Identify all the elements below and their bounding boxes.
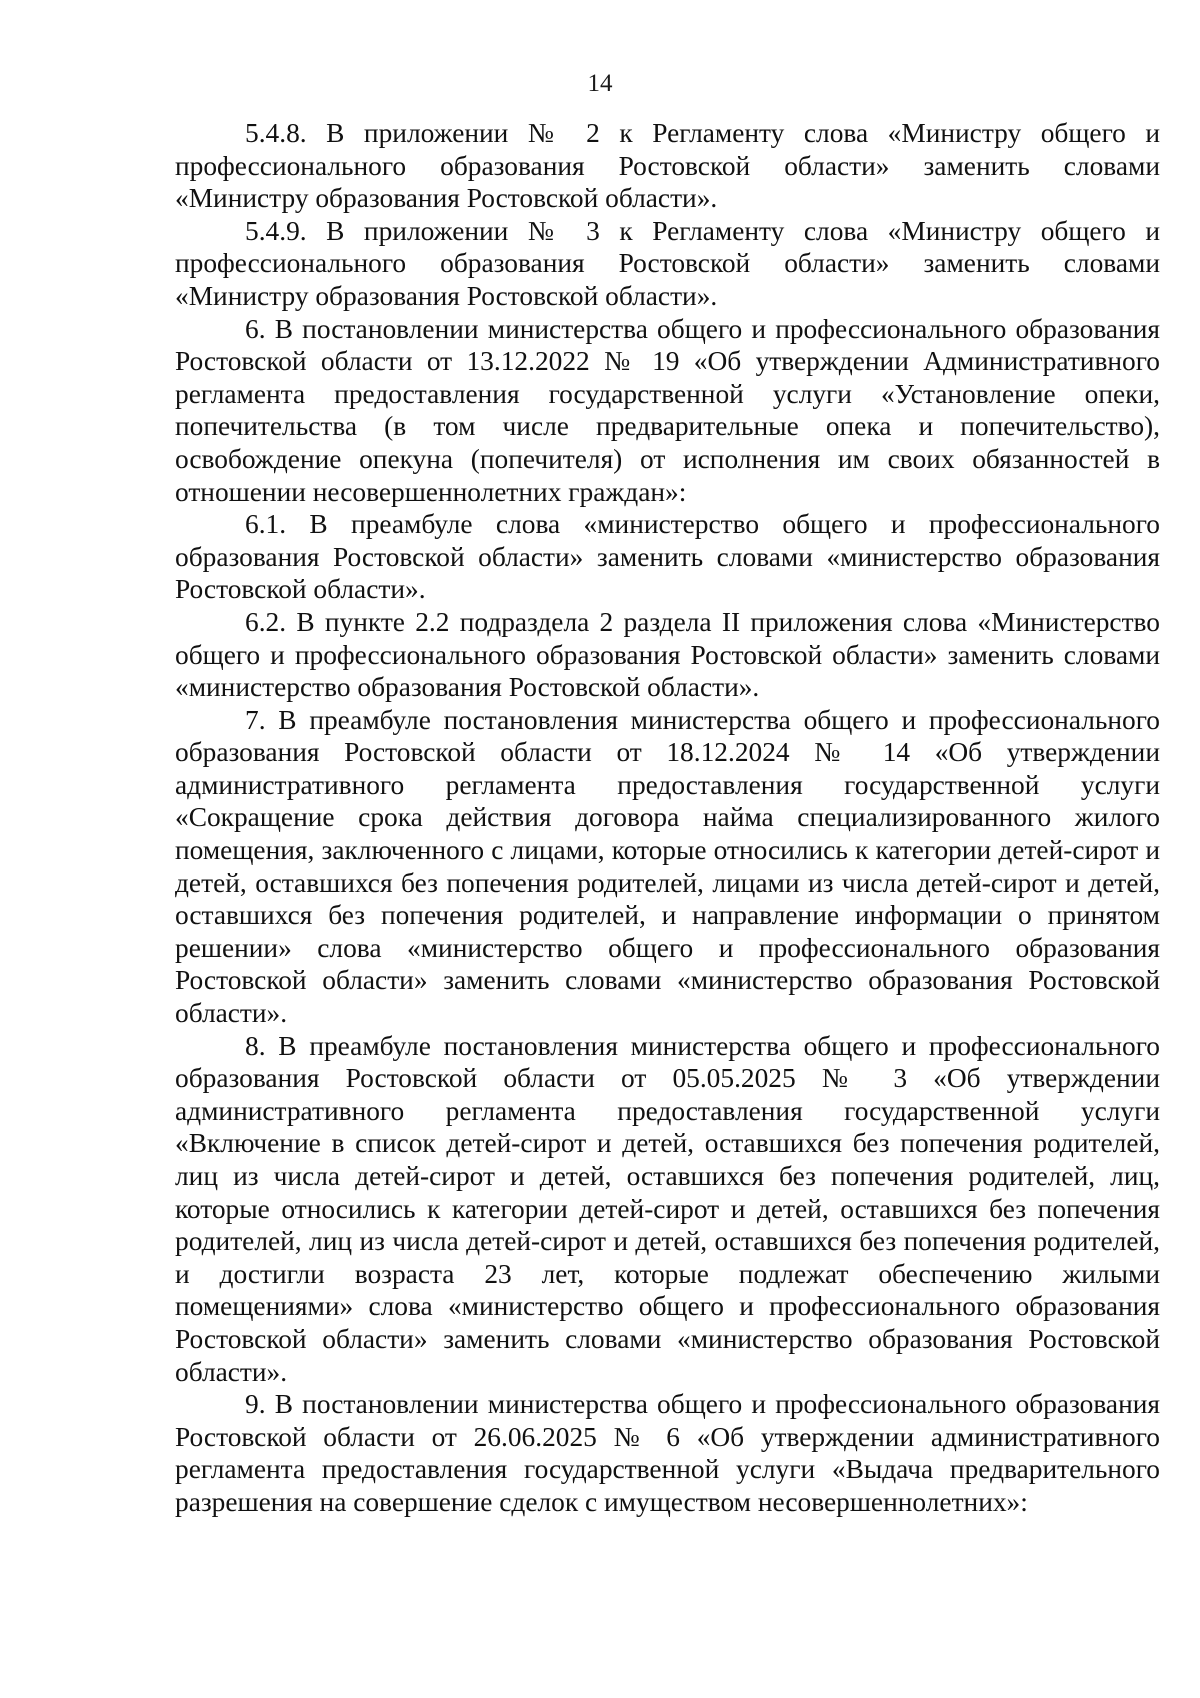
paragraph-6-1: 6.1. В преамбуле слова «министерство общего и профессионального образования Ростовской области» заменить словами «министерство образования Ростовской области».: [175, 509, 1160, 605]
paragraph-8: 8. В преамбуле постановления министерства общего и профессионального образования Ростовской области от 05.05.2025 № 3 «Об утверждении административного регламента предоставления государственной услуги «Включение в список детей-сирот и детей, оставшихся без попечения родителей, лиц из числа детей-сирот и детей, оставшихся без попечения родителей, лиц, которые относились к категории детей-сирот и детей, оставшихся без попечения родителей, лиц из числа детей-сирот и детей, оставшихся без попечения родителей, и достигли возраста 23 лет, которые подлежат обеспечению жилыми помещениями» слова «министерство общего и профессионального образования Ростовской области» заменить словами «министерство образования Ростовской области».: [175, 1030, 1160, 1387]
paragraph-7: 7. В преамбуле постановления министерства общего и профессионального образования Ростовской области от 18.12.2024 № 14 «Об утверждении административного регламента предоставления государственной услуги «Сокращение срока действия договора найма специализированного жилого помещения, заключенного с лицами, которые относились к категории детей-сирот и детей, оставшихся без попечения родителей, лицами из числа детей-сирот и детей, оставшихся без попечения родителей, и направление информации о принятом решении» слова «министерство общего и профессионального образования Ростовской области» заменить словами «министерство образования Ростовской области».: [175, 704, 1160, 1029]
paragraph-6-2: 6.2. В пункте 2.2 подраздела 2 раздела II приложения слова «Министерство общего и профессионального образования Ростовской области» заменить словами «министерство образования Ростовской области».: [175, 606, 1160, 703]
paragraph-9: 9. В постановлении министерства общего и профессионального образования Ростовской области от 26.06.2025 № 6 «Об утверждении административного регламента предоставления государственной услуги «Выдача предварительного разрешения на совершение сделок с имуществом несовершеннолетних»:: [175, 1389, 1160, 1517]
page-number: 14: [587, 70, 613, 97]
paragraph-5-4-8: 5.4.8. В приложении № 2 к Регламенту слова «Министру общего и профессионального образования Ростовской области» заменить словами «Министру образования Ростовской области».: [175, 118, 1160, 214]
paragraph-6: 6. В постановлении министерства общего и профессионального образования Ростовской области от 13.12.2022 № 19 «Об утверждении Административного регламента предоставления государственной услуги «Установление опеки, попечительства (в том числе предварительные опека и попечительство), освобождение опекуна (попечителя) от исполнения им своих обязанностей в отношении несовершеннолетних граждан»:: [175, 313, 1160, 507]
document-body: [175, 117, 1160, 1519]
paragraph-5-4-9: 5.4.9. В приложении № 3 к Регламенту слова «Министру общего и профессионального образования Ростовской области» заменить словами «Министру образования Ростовской области».: [175, 215, 1160, 311]
